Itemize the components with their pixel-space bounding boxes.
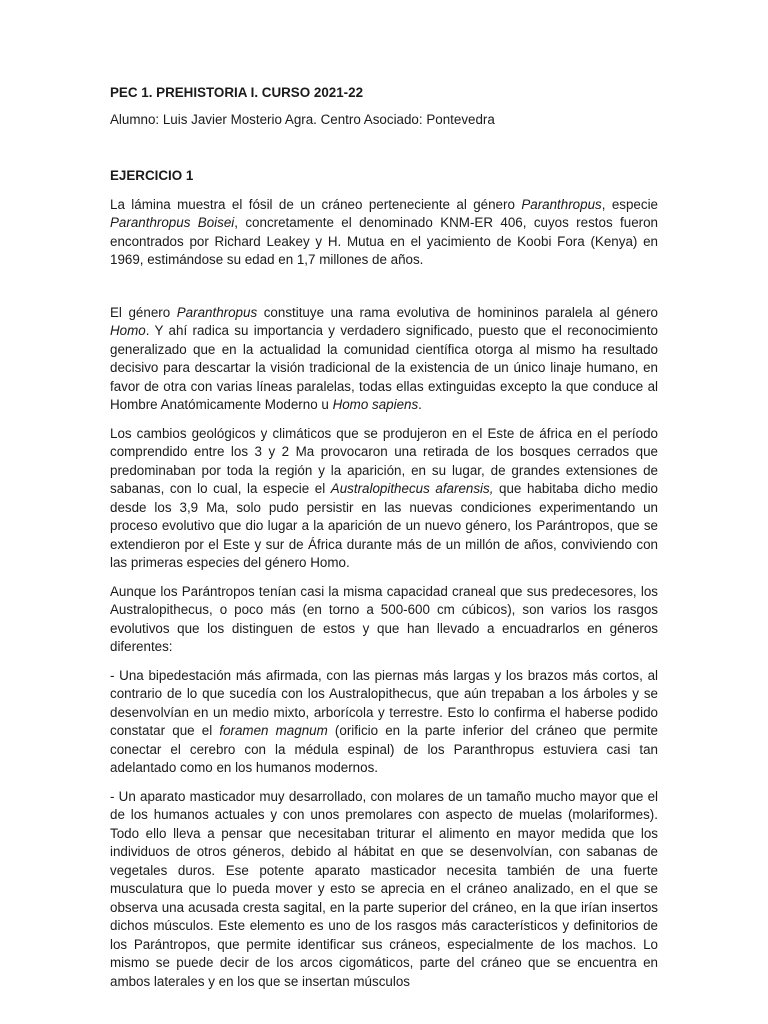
paragraph-text: Los cambios geológicos y climáticos que se produjeron en el Este de áfrica en el período comprendido entre los 3 y 2 Ma provocaron una retirada de los bosques cerrados que predominaban por toda la región y la aparición, en su lugar, de grandes extensiones de sabanas, con lo cual, la especie el <box>110 425 658 496</box>
paragraph-text: - Un aparato masticador muy desarrollado, con molares de un tamaño mucho mayor que el de los humanos actuales y con unos premolares con aspecto de muelas (molariformes). Todo ello lleva a pensar que necesitaban triturar el alimento en mayor medida que los individuos de otros géneros, debido al hábitat en que se desenvolvían, con sabanas de vegetales duros. Ese potente aparato masticador necesita también de una fuerte musculatura que lo pueda mover y esto se aprecia en el cráneo analizado, en el que se observa una acusada cresta sagital, en la parte superior del cráneo, en la que irían insertos dichos músculos. Este elemento es uno de los rasgos más característicos y definitorios de los Parántropos, que permite identificar sus cráneos, especialmente de los machos. Lo mismo se puede decir de los arcos cigomáticos, parte del cráneo que se encuentra en ambos laterales y en los que se insertan músculos <box>110 788 658 989</box>
paragraph-text: constituye una rama evolutiva de homininos paralela al género <box>257 304 658 320</box>
italic-term: Homo <box>110 323 146 338</box>
paragraph-text: , concretamente el denominado KNM-ER 406, cuyos restos fueron encontrados por Richard Leakey y H. Mutua en el yacimiento de Koobi Fora (Kenya) en 1969, estimándose su edad en 1,7 millones de años. <box>110 215 658 267</box>
document-page <box>110 84 658 1001</box>
italic-term: Australopithecus afarensis, <box>330 481 494 496</box>
paragraph <box>110 304 658 415</box>
paragraph-text: que habitaba dicho medio desde los 3,9 Ma, solo pudo persistir en las nuevas condiciones experimentando un proceso evolutivo que dio lugar a la aparición de un nuevo género, los Parántropos, que se extendieron por el Este y sur de África durante más de un millón de años, conviviendo con las primeras especies del género Homo. <box>110 481 659 570</box>
paragraph <box>110 583 658 657</box>
paragraph-text: . <box>418 397 422 412</box>
exercise-heading: EJERCICIO 1 <box>110 168 194 183</box>
paragraph-text: . Y ahí radica su importancia y verdadero significado, puesto que el reconocimiento generalizado que en la actualidad la comunidad científica otorga al mismo ha resultado decisivo para descartar la visión tradicional de la existencia de un único linaje humano, en favor de otra con varias líneas paralelas, todas ellas extinguidas excepto la que conduce al Hombre Anatómicamente Moderno u <box>110 323 658 412</box>
student-line: Alumno: Luis Javier Mosterio Agra. Centro Asociado: Pontevedra <box>110 111 495 127</box>
italic-term: Paranthropus <box>521 196 602 212</box>
italic-term: Paranthropus Boisei <box>110 215 235 230</box>
paragraph <box>110 667 658 778</box>
paragraph-text: Aunque los Parántropos tenían casi la misma capacidad craneal que sus predecesores, los Australopithecus, o poco más (en torno a 500-600 cm cúbicos), son varios los rasgos evolutivos que los distinguen de estos y que han llevado a encuadrarlos en géneros diferentes: <box>110 583 658 654</box>
paragraph <box>110 788 658 992</box>
italic-term: Homo sapiens <box>332 397 419 412</box>
paragraph <box>110 196 658 270</box>
document-title: PEC 1. PREHISTORIA I. CURSO 2021-22 <box>110 85 364 100</box>
paragraph-text: - Una bipedestación más afirmada, con las piernas más largas y los brazos más cortos, al contrario de lo que sucedía con los Australopithecus, que aún trepaban a los árboles y se desenvolvían en un medio mixto, arborícola y terrestre. Esto lo confirma el haberse podido constatar que el <box>110 667 658 738</box>
italic-term: Paranthropus <box>176 304 258 320</box>
paragraph-text: El género <box>110 304 177 320</box>
paragraph <box>110 425 658 573</box>
paragraph-text: (orificio en la parte inferior del cráneo que permite conectar el cerebro con la médula espinal) de los Paranthropus estuviera casi tan adelantado como en los humanos modernos. <box>110 723 658 775</box>
paragraph-text: La lámina muestra el fósil de un cráneo perteneciente al género <box>110 196 522 212</box>
paragraph-text: , especie <box>601 196 658 212</box>
italic-term: foramen magnum <box>219 723 328 738</box>
